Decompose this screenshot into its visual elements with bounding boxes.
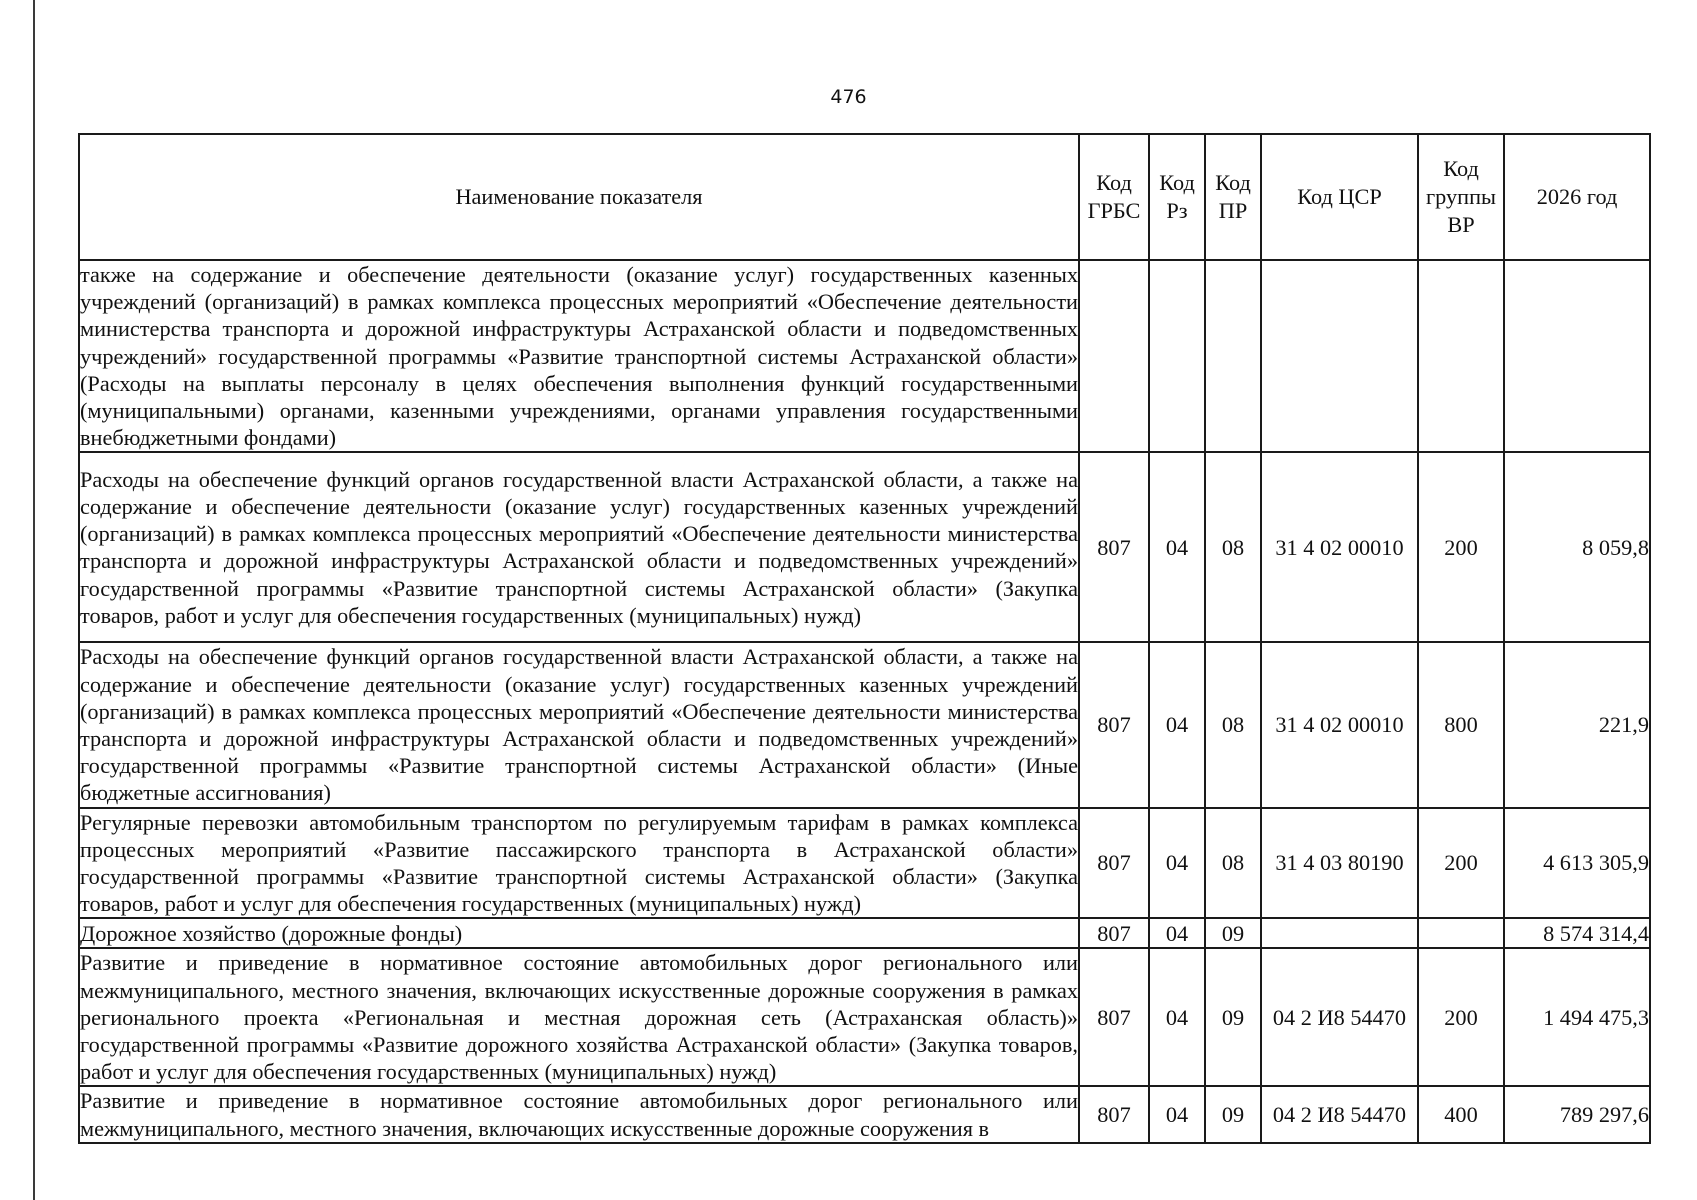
row-name: Развитие и приведение в нормативное состояние автомобильных дорог регионального или межмуниципального, местного значения, включающих искусственные дорожные сооружения в <box>79 1086 1079 1142</box>
row-vr: 400 <box>1418 1086 1504 1142</box>
table-row <box>79 808 1650 919</box>
row-name: Расходы на обеспечение функций органов государственной власти Астраханской области, а также на содержание и обеспечение деятельности (оказание услуг) государственных казенных учреждений (организаций) в рамках комплекса процессных мероприятий «Обеспечение деятельности министерства транспорта и дорожной инфраструктуры Астраханской области и подведомственных учреждений» государственной программы «Развитие транспортной системы Астраханской области» (Закупка товаров, работ и услуг для обеспечения государственных (муниципальных) нужд) <box>79 452 1079 642</box>
row-pr: 09 <box>1205 1086 1261 1142</box>
row-grbs: 807 <box>1079 642 1149 807</box>
row-pr: 08 <box>1205 642 1261 807</box>
row-grbs: 807 <box>1079 808 1149 919</box>
table-row <box>79 1086 1650 1142</box>
row-value: 4 613 305,9 <box>1504 808 1650 919</box>
row-grbs: 807 <box>1079 948 1149 1086</box>
row-vr <box>1418 918 1504 948</box>
row-value: 8 059,8 <box>1504 452 1650 642</box>
row-csr: 31 4 02 00010 <box>1261 642 1418 807</box>
row-rz: 04 <box>1149 452 1205 642</box>
row-pr: 09 <box>1205 918 1261 948</box>
table-row <box>79 948 1650 1086</box>
budget-table <box>78 133 1651 1144</box>
row-rz: 04 <box>1149 918 1205 948</box>
row-pr <box>1205 260 1261 452</box>
row-pr: 08 <box>1205 808 1261 919</box>
row-csr: 31 4 03 80190 <box>1261 808 1418 919</box>
row-csr: 31 4 02 00010 <box>1261 452 1418 642</box>
row-name: Регулярные перевозки автомобильным транспортом по регулируемым тарифам в рамках комплекса процессных мероприятий «Развитие пассажирского транспорта в Астраханской области» государственной программы «Развитие транспортной системы Астраханской области» (Закупка товаров, работ и услуг для обеспечения государственных (муниципальных) нужд) <box>79 808 1079 919</box>
table-row <box>79 260 1650 452</box>
row-name: Расходы на обеспечение функций органов государственной власти Астраханской области, а также на содержание и обеспечение деятельности (оказание услуг) государственных казенных учреждений (организаций) в рамках комплекса процессных мероприятий «Обеспечение деятельности министерства транспорта и дорожной инфраструктуры Астраханской области и подведомственных учреждений» государственной программы «Развитие транспортной системы Астраханской области» (Иные бюджетные ассигнования) <box>79 642 1079 807</box>
row-value <box>1504 260 1650 452</box>
row-vr <box>1418 260 1504 452</box>
table-row <box>79 452 1650 642</box>
row-name: также на содержание и обеспечение деятельности (оказание услуг) государственных казенных учреждений (организаций) в рамках комплекса процессных мероприятий «Обеспечение деятельности министерства транспорта и дорожной инфраструктуры Астраханской области и подведомственных учреждений» государственной программы «Развитие транспортной системы Астраханской области» (Расходы на выплаты персоналу в целях обеспечения выполнения функций государственными (муниципальными) органами, казенными учреждениями, органами управления государственными внебюджетными фондами) <box>79 260 1079 452</box>
header-vr: Код группы ВР <box>1418 134 1504 260</box>
header-rz: Код Рз <box>1149 134 1205 260</box>
row-grbs: 807 <box>1079 918 1149 948</box>
row-name: Дорожное хозяйство (дорожные фонды) <box>79 918 1079 948</box>
table-row <box>79 642 1650 807</box>
row-pr: 08 <box>1205 452 1261 642</box>
row-grbs <box>1079 260 1149 452</box>
page-number: 476 <box>830 86 867 108</box>
row-name: Развитие и приведение в нормативное состояние автомобильных дорог регионального или межмуниципального, местного значения, включающих искусственные дорожные сооружения в рамках регионального проекта «Региональная и местная дорожная сеть (Астраханская область)» государственной программы «Развитие дорожного хозяйства Астраханской области» (Закупка товаров, работ и услуг для обеспечения государственных (муниципальных) нужд) <box>79 948 1079 1086</box>
header-year: 2026 год <box>1504 134 1650 260</box>
table-row <box>79 918 1650 948</box>
header-csr: Код ЦСР <box>1261 134 1418 260</box>
row-pr: 09 <box>1205 948 1261 1086</box>
header-pr: Код ПР <box>1205 134 1261 260</box>
header-name: Наименование показателя <box>79 134 1079 260</box>
row-csr: 04 2 И8 54470 <box>1261 948 1418 1086</box>
row-value: 8 574 314,4 <box>1504 918 1650 948</box>
row-value: 1 494 475,3 <box>1504 948 1650 1086</box>
row-grbs: 807 <box>1079 1086 1149 1142</box>
row-rz: 04 <box>1149 642 1205 807</box>
header-grbs: Код ГРБС <box>1079 134 1149 260</box>
row-rz: 04 <box>1149 948 1205 1086</box>
left-margin-rule <box>33 0 35 1200</box>
row-vr: 800 <box>1418 642 1504 807</box>
row-csr <box>1261 260 1418 452</box>
row-value: 789 297,6 <box>1504 1086 1650 1142</box>
row-rz <box>1149 260 1205 452</box>
row-vr: 200 <box>1418 808 1504 919</box>
row-csr <box>1261 918 1418 948</box>
row-vr: 200 <box>1418 452 1504 642</box>
row-csr: 04 2 И8 54470 <box>1261 1086 1418 1142</box>
table-header-row <box>79 134 1650 260</box>
row-grbs: 807 <box>1079 452 1149 642</box>
row-rz: 04 <box>1149 1086 1205 1142</box>
row-vr: 200 <box>1418 948 1504 1086</box>
row-rz: 04 <box>1149 808 1205 919</box>
row-value: 221,9 <box>1504 642 1650 807</box>
